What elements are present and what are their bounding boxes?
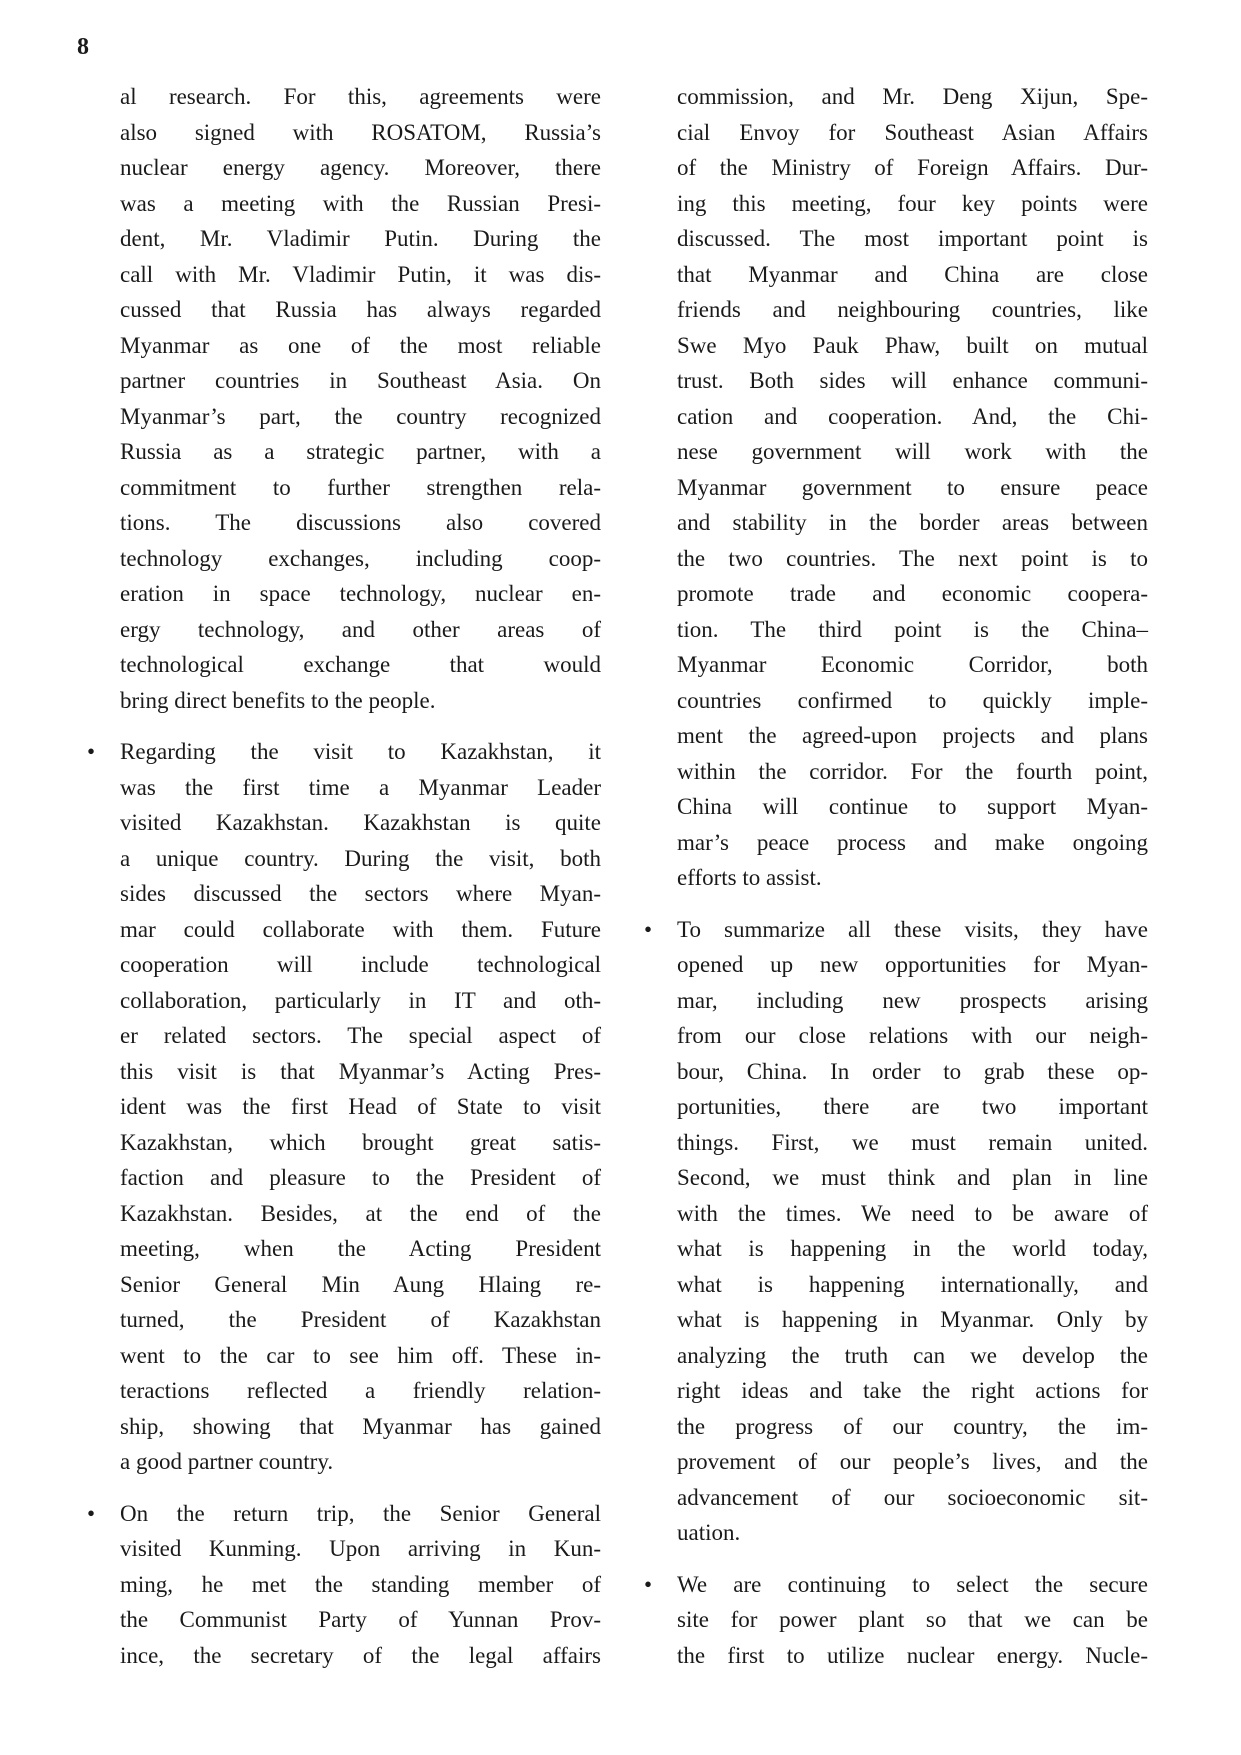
text-line: nuclear energy agency. Moreover, there (120, 155, 601, 180)
text-line: cooperation will include technological (120, 952, 601, 977)
text-line: bring direct benefits to the people. (120, 687, 436, 713)
text-line: eration in space technology, nuclear en- (120, 581, 601, 606)
text-line: cussed that Russia has always regarded (120, 297, 601, 322)
text-line: and stability in the border areas between (677, 510, 1148, 535)
text-line: went to the car to see him off. These in- (120, 1342, 601, 1368)
text-line: er related sectors. The special aspect of (120, 1023, 601, 1048)
text-line: right ideas and take the right actions for (677, 1378, 1148, 1403)
paragraph (677, 79, 1148, 896)
text-line: collaboration, particularly in IT and oth- (120, 987, 601, 1013)
text-line: dent, Mr. Vladimir Putin. During the (120, 226, 601, 251)
text-line: tion. The third point is the China– (677, 616, 1148, 642)
text-line: call with Mr. Vladimir Putin, it was dis- (120, 261, 601, 287)
page-number: 8 (77, 34, 89, 60)
text-line: portunities, there are two important (677, 1094, 1148, 1119)
text-line: sides discussed the sectors where Myan- (120, 881, 601, 906)
text-line: commission, and Mr. Deng Xijun, Spe- (677, 84, 1148, 109)
text-line: a unique country. During the visit, both (120, 845, 601, 871)
text-line: ing this meeting, four key points were (677, 190, 1148, 216)
bullet-icon: • (644, 1571, 653, 1597)
text-line: Regarding the visit to Kazakhstan, it (120, 739, 601, 764)
bullet-icon: • (87, 1500, 96, 1526)
text-line: uation. (677, 1520, 741, 1545)
text-line: ming, he met the standing member of (120, 1571, 601, 1597)
text-line: countries confirmed to quickly imple- (677, 687, 1148, 713)
text-line: what is happening in Myanmar. Only by (677, 1307, 1148, 1332)
text-line: al research. For this, agreements were (120, 84, 601, 109)
text-line: this visit is that Myanmar’s Acting Pres- (120, 1058, 601, 1084)
text-line: Kazakhstan, which brought great satis- (120, 1129, 601, 1155)
text-line: commitment to further strengthen rela- (120, 474, 601, 500)
text-line: cation and cooperation. And, the Chi- (677, 403, 1148, 429)
text-line: a good partner country. (120, 1449, 334, 1474)
paragraph (120, 79, 601, 718)
text-line: On the return trip, the Senior General (120, 1500, 601, 1526)
text-line: ergy technology, and other areas of (120, 616, 601, 642)
text-line: Myanmar government to ensure peace (677, 474, 1148, 500)
text-line: Kazakhstan. Besides, at the end of the (120, 1200, 601, 1226)
text-line: ident was the first Head of State to visit (120, 1094, 601, 1119)
text-line: provement of our people’s lives, and the (677, 1449, 1148, 1474)
bullet-paragraph (87, 734, 601, 1480)
text-line: ship, showing that Myanmar has gained (120, 1413, 601, 1439)
text-line: teractions reflected a friendly relation- (120, 1378, 601, 1403)
text-line: from our close relations with our neigh- (677, 1023, 1148, 1048)
text-line: the two countries. The next point is to (677, 545, 1148, 571)
text-line: nese government will work with the (677, 439, 1148, 464)
text-line: mar, including new prospects arising (677, 987, 1148, 1013)
text-line: that Myanmar and China are close (677, 261, 1148, 287)
bullet-icon: • (644, 916, 653, 942)
text-line: advancement of our socioeconomic sit- (677, 1484, 1148, 1510)
text-line: Swe Myo Pauk Phaw, built on mutual (677, 332, 1148, 358)
text-line: site for power plant so that we can be (677, 1607, 1148, 1632)
text-line: visited Kazakhstan. Kazakhstan is quite (120, 810, 601, 835)
text-line: China will continue to support Myan- (677, 794, 1148, 819)
bullet-icon: • (87, 739, 96, 764)
text-line: within the corridor. For the fourth point, (677, 758, 1148, 784)
text-line: efforts to assist. (677, 865, 822, 890)
text-line: opened up new opportunities for Myan- (677, 952, 1148, 977)
text-line: the Communist Party of Yunnan Prov- (120, 1607, 601, 1632)
bullet-paragraph (87, 1496, 601, 1674)
text-line: friends and neighbouring countries, like (677, 297, 1148, 322)
text-line: trust. Both sides will enhance communi- (677, 368, 1148, 393)
text-line: was the first time a Myanmar Leader (120, 774, 601, 800)
text-line: things. First, we must remain united. (677, 1129, 1148, 1155)
text-line: partner countries in Southeast Asia. On (120, 368, 601, 393)
text-line: faction and pleasure to the President of (120, 1165, 601, 1190)
text-line: Myanmar as one of the most reliable (120, 332, 601, 358)
text-line: Myanmar Economic Corridor, both (677, 652, 1148, 677)
text-line: tions. The discussions also covered (120, 510, 601, 535)
text-line: also signed with ROSATOM, Russia’s (120, 119, 601, 145)
text-line: technological exchange that would (120, 652, 601, 677)
text-line: Senior General Min Aung Hlaing re- (120, 1271, 601, 1297)
text-line: To summarize all these visits, they have (677, 916, 1148, 942)
text-line: ment the agreed-upon projects and plans (677, 723, 1148, 748)
text-line: Russia as a strategic partner, with a (120, 439, 601, 464)
text-line: meeting, when the Acting President (120, 1236, 601, 1261)
text-column-right (644, 79, 1148, 1673)
text-line: technology exchanges, including coop- (120, 545, 601, 571)
text-line: bour, China. In order to grab these op- (677, 1058, 1148, 1084)
text-line: analyzing the truth can we develop the (677, 1342, 1148, 1368)
text-line: Myanmar’s part, the country recognized (120, 403, 601, 429)
text-line: was a meeting with the Russian Presi- (120, 190, 601, 216)
text-line: mar’s peace process and make ongoing (677, 829, 1148, 855)
bullet-paragraph (644, 1567, 1148, 1674)
text-line: with the times. We need to be aware of (677, 1200, 1148, 1226)
text-line: mar could collaborate with them. Future (120, 916, 601, 942)
text-line: turned, the President of Kazakhstan (120, 1307, 601, 1332)
text-line: the first to utilize nuclear energy. Nucle- (677, 1642, 1148, 1668)
text-line: visited Kunming. Upon arriving in Kun- (120, 1536, 601, 1561)
text-line: ince, the secretary of the legal affairs (120, 1642, 601, 1668)
text-line: the progress of our country, the im- (677, 1413, 1148, 1439)
text-line: what is happening in the world today, (677, 1236, 1148, 1261)
text-line: discussed. The most important point is (677, 226, 1148, 251)
text-line: cial Envoy for Southeast Asian Affairs (677, 119, 1148, 145)
text-line: promote trade and economic coopera- (677, 581, 1148, 606)
text-column-left (87, 79, 601, 1673)
text-line: We are continuing to select the secure (677, 1571, 1148, 1597)
text-line: what is happening internationally, and (677, 1271, 1148, 1297)
text-line: Second, we must think and plan in line (677, 1165, 1148, 1190)
bullet-paragraph (644, 912, 1148, 1551)
text-line: of the Ministry of Foreign Affairs. Dur- (677, 155, 1148, 180)
